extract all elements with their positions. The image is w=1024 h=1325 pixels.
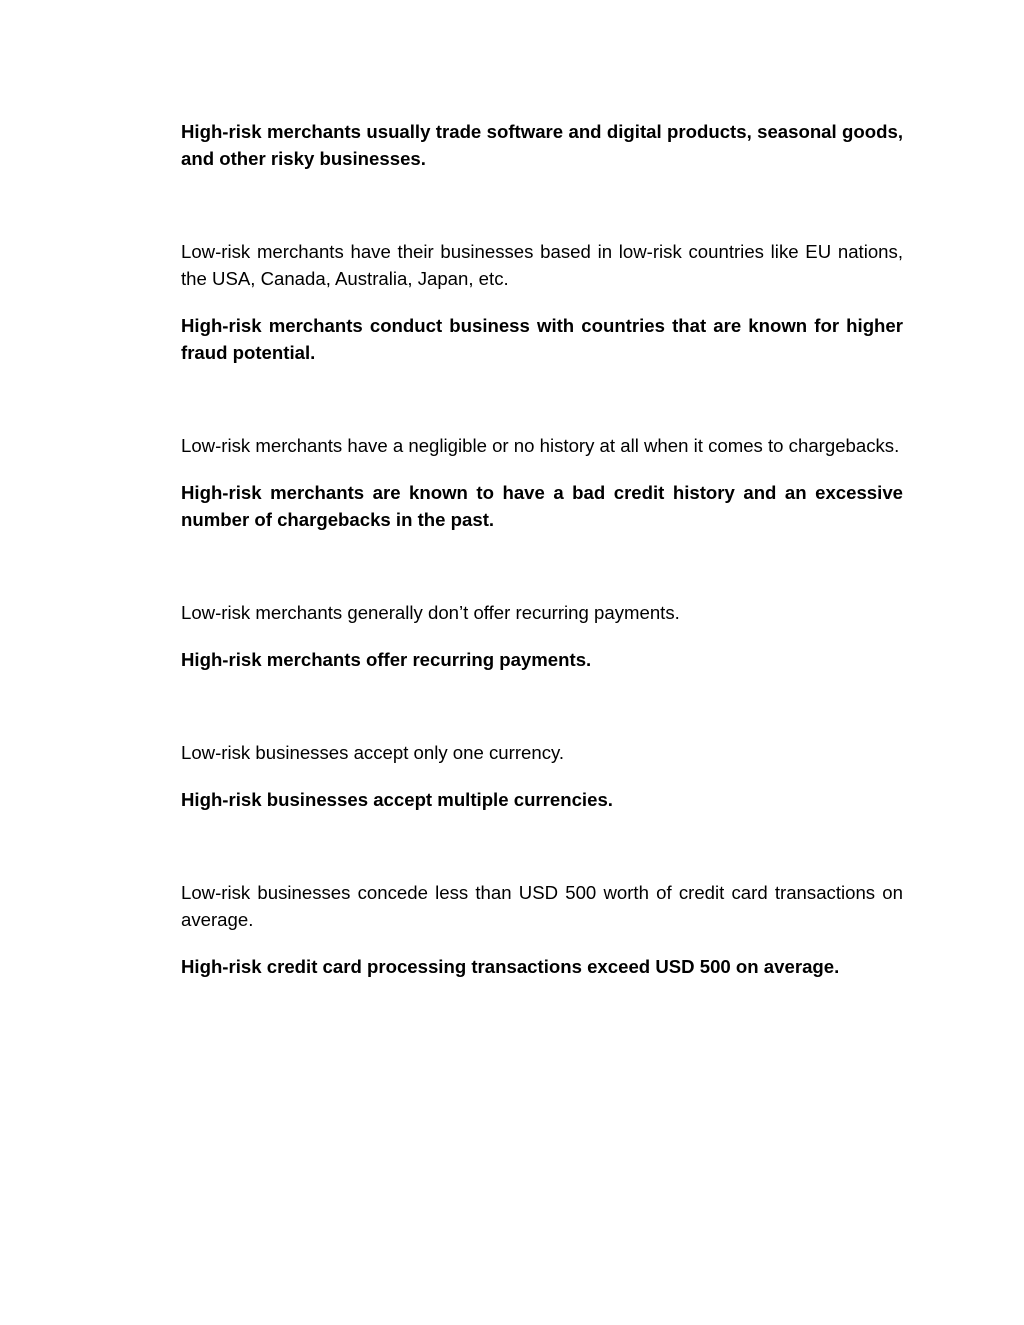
paragraph-high-risk-transactions: High-risk credit card processing transactions exceed USD 500 on average. (181, 956, 840, 977)
paragraph-low-risk-chargebacks: Low-risk merchants have a negligible or no history at all when it comes to chargebacks. (181, 435, 900, 456)
paragraph-high-risk-countries: High-risk merchants conduct business with countries that are known for higher fraud potential. (181, 315, 903, 363)
paragraph-high-risk-recurring: High-risk merchants offer recurring payments. (181, 649, 592, 670)
paragraph-high-risk-chargebacks: High-risk merchants are known to have a bad credit history and an excessive number of chargebacks in the past. (181, 482, 903, 530)
document-body (181, 118, 903, 980)
paragraph-low-risk-recurring: Low-risk merchants generally don’t offer recurring payments. (181, 602, 680, 623)
paragraph-low-risk-currency: Low-risk businesses accept only one currency. (181, 742, 565, 763)
paragraph-low-risk-transactions: Low-risk businesses concede less than USD 500 worth of credit card transactions on average. (181, 882, 903, 930)
paragraph-low-risk-countries: Low-risk merchants have their businesses based in low-risk countries like EU nations, the USA, Canada, Australia, Japan, etc. (181, 241, 903, 289)
paragraph-high-risk-products: High-risk merchants usually trade software and digital products, seasonal goods, and other risky businesses. (181, 121, 903, 169)
paragraph-high-risk-currency: High-risk businesses accept multiple currencies. (181, 789, 613, 810)
